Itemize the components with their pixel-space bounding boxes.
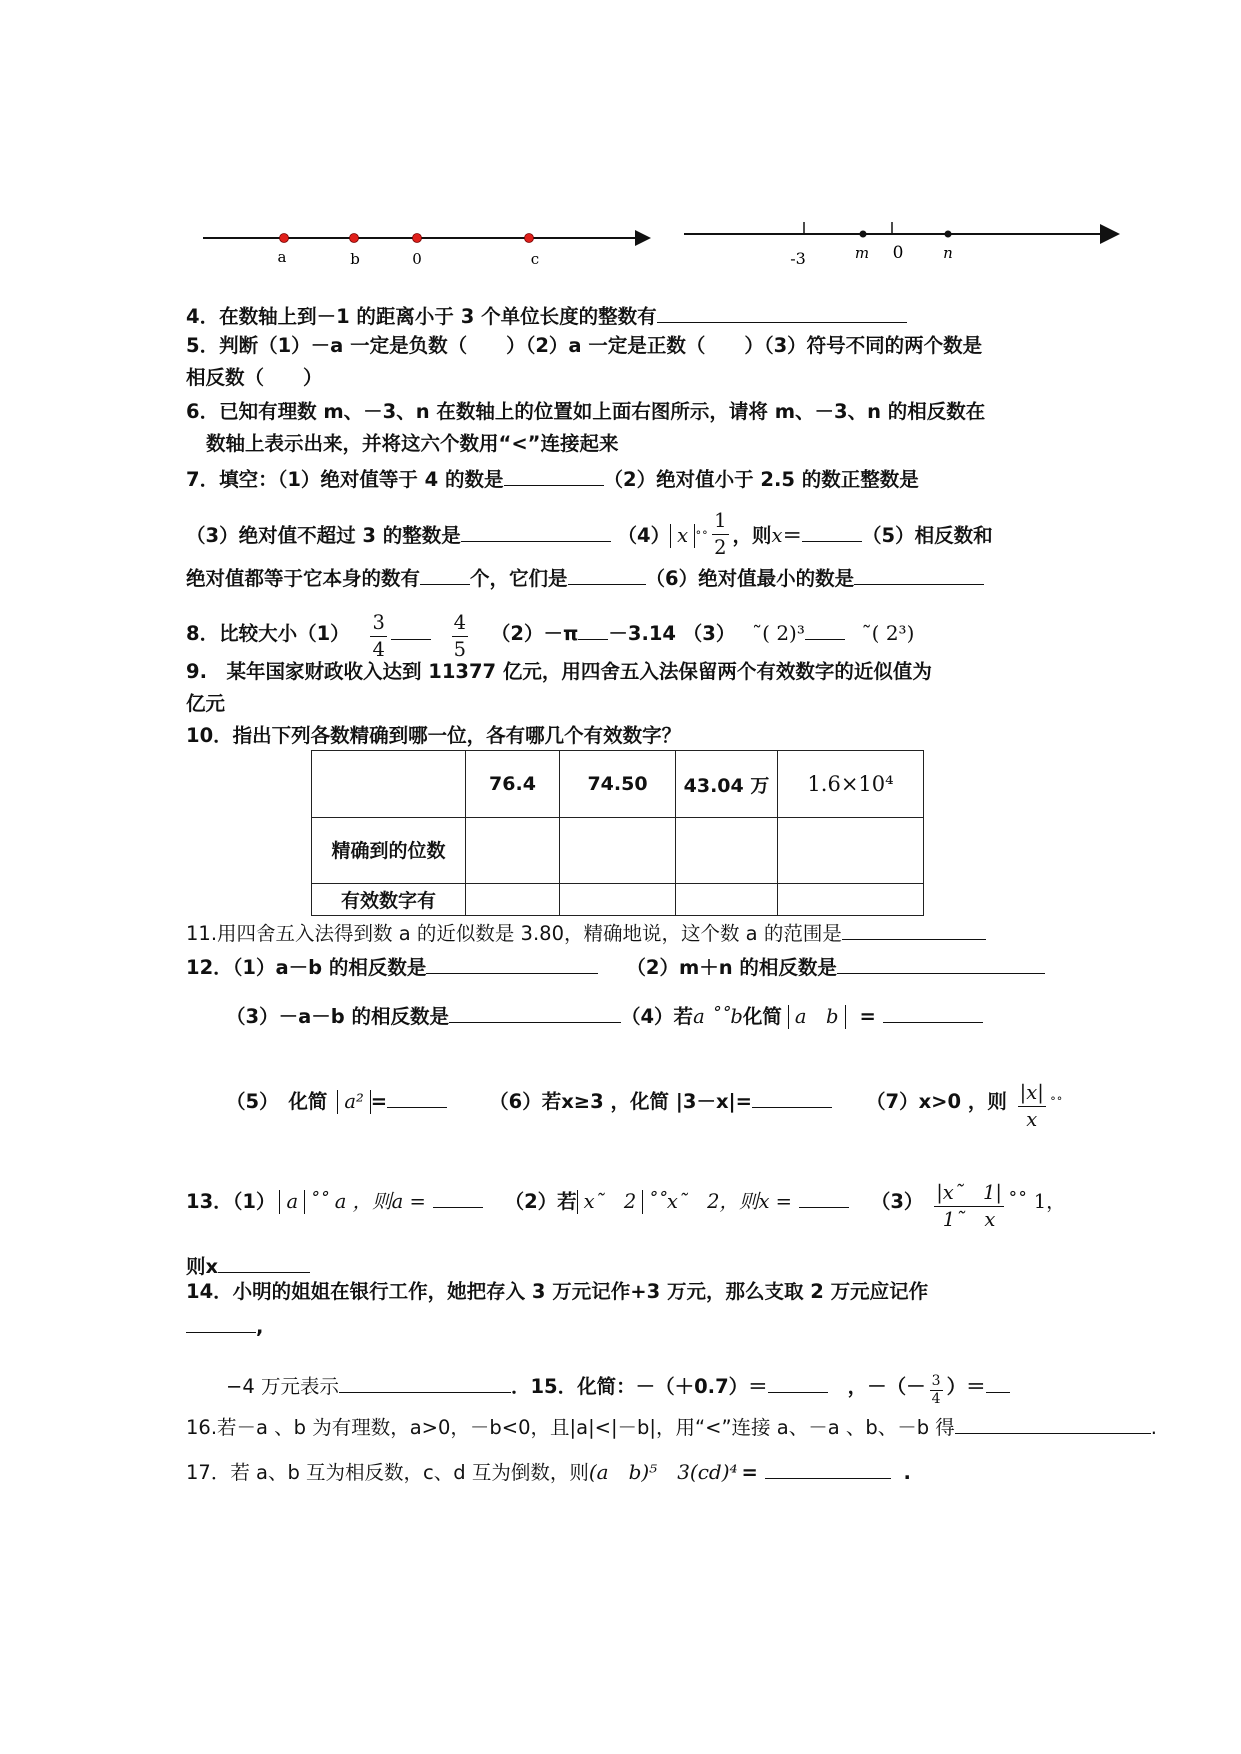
abs-x-minus-2: x˜ 2 <box>577 1190 644 1214</box>
question-13-text: 13．（1） <box>186 1190 276 1213</box>
question-7-text-7: 绝对值都等于它本身的数有 <box>186 567 421 590</box>
answer-blank[interactable] <box>387 1087 447 1108</box>
table-cell[interactable] <box>466 818 560 884</box>
answer-blank[interactable] <box>805 619 845 640</box>
period: . <box>903 1461 911 1484</box>
row-label-precision: 精确到的位数 <box>312 818 466 884</box>
answer-blank[interactable] <box>218 1252 310 1273</box>
question-12-line-3 <box>226 1080 1063 1133</box>
question-7-text-3: （3）绝对值不超过 3 的整数是 <box>186 524 461 547</box>
question-7-text-8: 个，它们是 <box>470 567 568 590</box>
question-8-text-3: －3.14 （3） <box>608 622 736 645</box>
question-9-text: 9. 某年国家财政收入达到 11377 亿元，用四舍五入法保留两个有效数字的近似值为 <box>186 660 932 683</box>
question-7-line-2: （3）绝对值不超过 3 的整数是 （4） x ˚˚ $\frac{1}{2}$ ，则x＝ （5）相反数和 <box>186 509 993 559</box>
point-label-0: 0 <box>412 250 422 268</box>
table-header: 74.50 <box>560 751 676 818</box>
table-cell[interactable] <box>778 818 924 884</box>
fraction-three-quarters: $\frac{3}{4}$ <box>372 611 385 661</box>
question-11 <box>186 919 986 946</box>
point-label-a: a <box>277 248 287 266</box>
equals-sign: ＝ <box>782 524 803 547</box>
question-13-text-2: ˚˚ a ，则a = <box>309 1190 426 1213</box>
question-9-text-cont: 亿元 <box>186 692 226 715</box>
question-5-text: 5．判断（1）－a 一定是负数（ ）（2）a 一定是正数（ ）（3）符号不同的两个数是 <box>186 334 983 357</box>
question-14-15-line <box>226 1372 1010 1408</box>
question-6-text-cont: 数轴上表示出来，并将这六个数用“<”连接起来 <box>206 432 619 455</box>
question-15-text-3: ）＝ <box>946 1375 986 1398</box>
question-7-text-9: （6）绝对值最小的数是 <box>645 567 855 590</box>
answer-blank[interactable] <box>568 564 646 585</box>
question-16-text: 16.若－a 、b 为有理数，a>0，－b<0，且|a|<|－b|，用“<”连接 a、－a 、b、－b 得 <box>186 1416 955 1439</box>
number-line-right <box>680 218 1130 270</box>
question-12-text-8: （7）x>0 ，则 <box>866 1090 1007 1113</box>
abs-a-squared: a² <box>337 1090 370 1114</box>
question-13 <box>186 1180 1066 1233</box>
question-14-text-2: −4 万元表示 <box>226 1375 339 1398</box>
point-label-n: n <box>943 244 953 262</box>
equals-sign: = <box>859 1005 876 1028</box>
question-12-text-3: （3）－a－b 的相反数是 <box>226 1005 449 1028</box>
answer-blank[interactable] <box>449 1002 621 1023</box>
question-15-text-2: ，－（－ <box>847 1375 926 1398</box>
equals-sign: = <box>370 1090 388 1113</box>
fraction-abs-x-over-x: $\frac{|x|}{x}$ <box>1019 1081 1044 1131</box>
variable-x: x <box>771 524 783 547</box>
table-cell[interactable] <box>676 884 778 916</box>
question-12-text-4: （4）若 <box>620 1005 694 1028</box>
answer-blank[interactable] <box>752 1087 832 1108</box>
question-13-text-6: ˚˚ 1， <box>1008 1190 1066 1213</box>
question-13-text-3: （2）若 <box>504 1190 577 1213</box>
answer-blank[interactable] <box>768 1372 828 1393</box>
question-12-text-6: （5） 化简 <box>226 1090 328 1113</box>
point-label-m: m <box>854 244 870 262</box>
abs-a-b: a b <box>788 1005 846 1029</box>
question-12-text-7: （6）若x≥3 ，化简 |3－x|= <box>489 1090 752 1113</box>
answer-blank[interactable] <box>799 1187 849 1208</box>
condition-a-b: a ˚˚b <box>693 1005 743 1028</box>
answer-blank[interactable] <box>461 521 611 542</box>
question-5-line-2 <box>186 366 323 390</box>
answer-blank[interactable] <box>578 619 608 640</box>
table-cell[interactable] <box>560 818 676 884</box>
question-7-text: 7．填空：（1）绝对值等于 4 的数是 <box>186 468 504 491</box>
point-label-b: b <box>350 250 360 268</box>
row-label-sig-figs: 有效数字有 <box>312 884 466 916</box>
table-row <box>312 884 924 916</box>
expression-neg2-cubed: ˜( 2)³ <box>752 621 805 645</box>
question-10-text: 10．指出下列各数精确到哪一位，各有哪几个有效数字？ <box>186 724 682 747</box>
abs-a: a <box>279 1190 305 1214</box>
period: . <box>1150 1416 1157 1439</box>
question-13-text-4: ˚˚x˜ 2，则x = <box>647 1190 793 1213</box>
question-7-text-5: ，则 <box>732 524 772 547</box>
question-12-line-1 <box>186 953 1045 980</box>
table-header-row <box>312 751 924 818</box>
question-12-text-2: （2）m＋n 的相反数是 <box>626 956 837 979</box>
question-5-text-cont: 相反数（ ） <box>186 366 323 389</box>
question-17-text: 17．若 a、b 互为相反数，c、d 互为倒数，则 <box>186 1461 589 1484</box>
table-cell[interactable] <box>778 884 924 916</box>
answer-blank[interactable] <box>883 1002 983 1023</box>
precision-table <box>311 750 924 916</box>
answer-blank[interactable] <box>986 1372 1010 1393</box>
table-header: 1.6×10⁴ <box>778 751 924 818</box>
expression-neg-2-cubed: ˜( 2³) <box>861 621 915 645</box>
abs-x: x <box>670 524 695 548</box>
fraction-three-quarters-small: $\frac{3}{4}$ <box>931 1373 941 1407</box>
question-14-line-1 <box>186 1280 928 1304</box>
answer-blank[interactable] <box>186 1312 256 1333</box>
question-6-text: 6．已知有理数 m、－3、n 在数轴上的位置如上面右图所示，请将 m、－3、n 的相反数在 <box>186 400 986 423</box>
tick-label-0: 0 <box>892 243 904 263</box>
comma: , <box>256 1315 264 1338</box>
table-corner-cell <box>312 751 466 818</box>
question-6-line-1 <box>186 400 985 424</box>
question-15-text: ．15．化简：－（＋0.7）＝ <box>510 1375 768 1398</box>
question-9-line-2 <box>186 692 225 716</box>
question-10 <box>186 724 681 748</box>
table-cell[interactable] <box>466 884 560 916</box>
question-13-text-5: （3） <box>870 1190 924 1213</box>
answer-blank[interactable] <box>657 302 907 323</box>
equals-sign: = <box>741 1461 758 1484</box>
equals-glyph: ˚˚ <box>1049 1097 1063 1112</box>
table-cell[interactable] <box>676 818 778 884</box>
question-12-text-5: 化简 <box>742 1005 782 1028</box>
question-12-text: 12．（1）a－b 的相反数是 <box>186 956 427 979</box>
answer-blank[interactable] <box>837 953 1045 974</box>
fraction-one-half: $\frac{1}{2}$ <box>714 509 727 559</box>
question-7-text-4: （4） <box>617 524 671 547</box>
question-8-text: 8．比较大小（1） <box>186 622 350 645</box>
question-11-text: 11.用四舍五入法得到数 a 的近似数是 3.80，精确地说，这个数 a 的范围是 <box>186 922 842 945</box>
question-7-text-6: （5）相反数和 <box>862 524 993 547</box>
table-header: 43.04 万 <box>676 751 778 818</box>
question-13-line-2 <box>186 1252 310 1279</box>
question-8-text-2: （2）－π <box>490 622 579 645</box>
expression-ab-cd: (a b)⁵ 3(cd)⁴ <box>588 1460 738 1484</box>
question-14-text: 14．小明的姐姐在银行工作，她把存入 3 万元记作+3 万元，那么支取 2 万元应记作 <box>186 1280 929 1303</box>
answer-blank[interactable] <box>854 564 984 585</box>
answer-blank[interactable] <box>426 953 598 974</box>
question-6-line-2 <box>206 432 618 456</box>
question-9-line-1 <box>186 660 932 684</box>
question-8 <box>186 610 914 663</box>
question-4-text: 4．在数轴上到－1 的距离小于 3 个单位长度的整数有 <box>186 305 657 328</box>
answer-blank[interactable] <box>433 1187 483 1208</box>
answer-blank[interactable] <box>339 1372 511 1393</box>
question-17 <box>186 1458 911 1485</box>
answer-blank[interactable] <box>955 1413 1151 1434</box>
table-row <box>312 818 924 884</box>
answer-blank[interactable] <box>420 564 470 585</box>
question-12-line-2 <box>226 1002 983 1029</box>
tick-label-minus3: -3 <box>790 249 806 268</box>
answer-blank[interactable] <box>802 521 862 542</box>
question-4 <box>186 302 907 329</box>
fraction-abs-x-minus-1: $\frac{|x˜ 1|}{1˜ x}$ <box>936 1181 1002 1231</box>
fraction-four-fifths: $\frac{4}{5}$ <box>453 611 467 661</box>
question-16 <box>186 1413 1157 1440</box>
answer-blank[interactable] <box>504 465 604 486</box>
number-line-left <box>195 222 655 270</box>
table-cell[interactable] <box>560 884 676 916</box>
question-13-text-7: 则x <box>186 1255 219 1278</box>
point-label-c: c <box>530 250 540 268</box>
table-header: 76.4 <box>466 751 560 818</box>
question-7-line-1 <box>186 465 919 492</box>
answer-blank[interactable] <box>765 1458 891 1479</box>
question-14-line-2 <box>186 1312 263 1339</box>
question-7-line-3 <box>186 564 984 591</box>
answer-blank[interactable] <box>842 919 986 940</box>
question-7-text-2: （2）绝对值小于 2.5 的数正整数是 <box>603 468 919 491</box>
question-5-line-1 <box>186 334 982 358</box>
answer-blank[interactable] <box>391 619 431 640</box>
